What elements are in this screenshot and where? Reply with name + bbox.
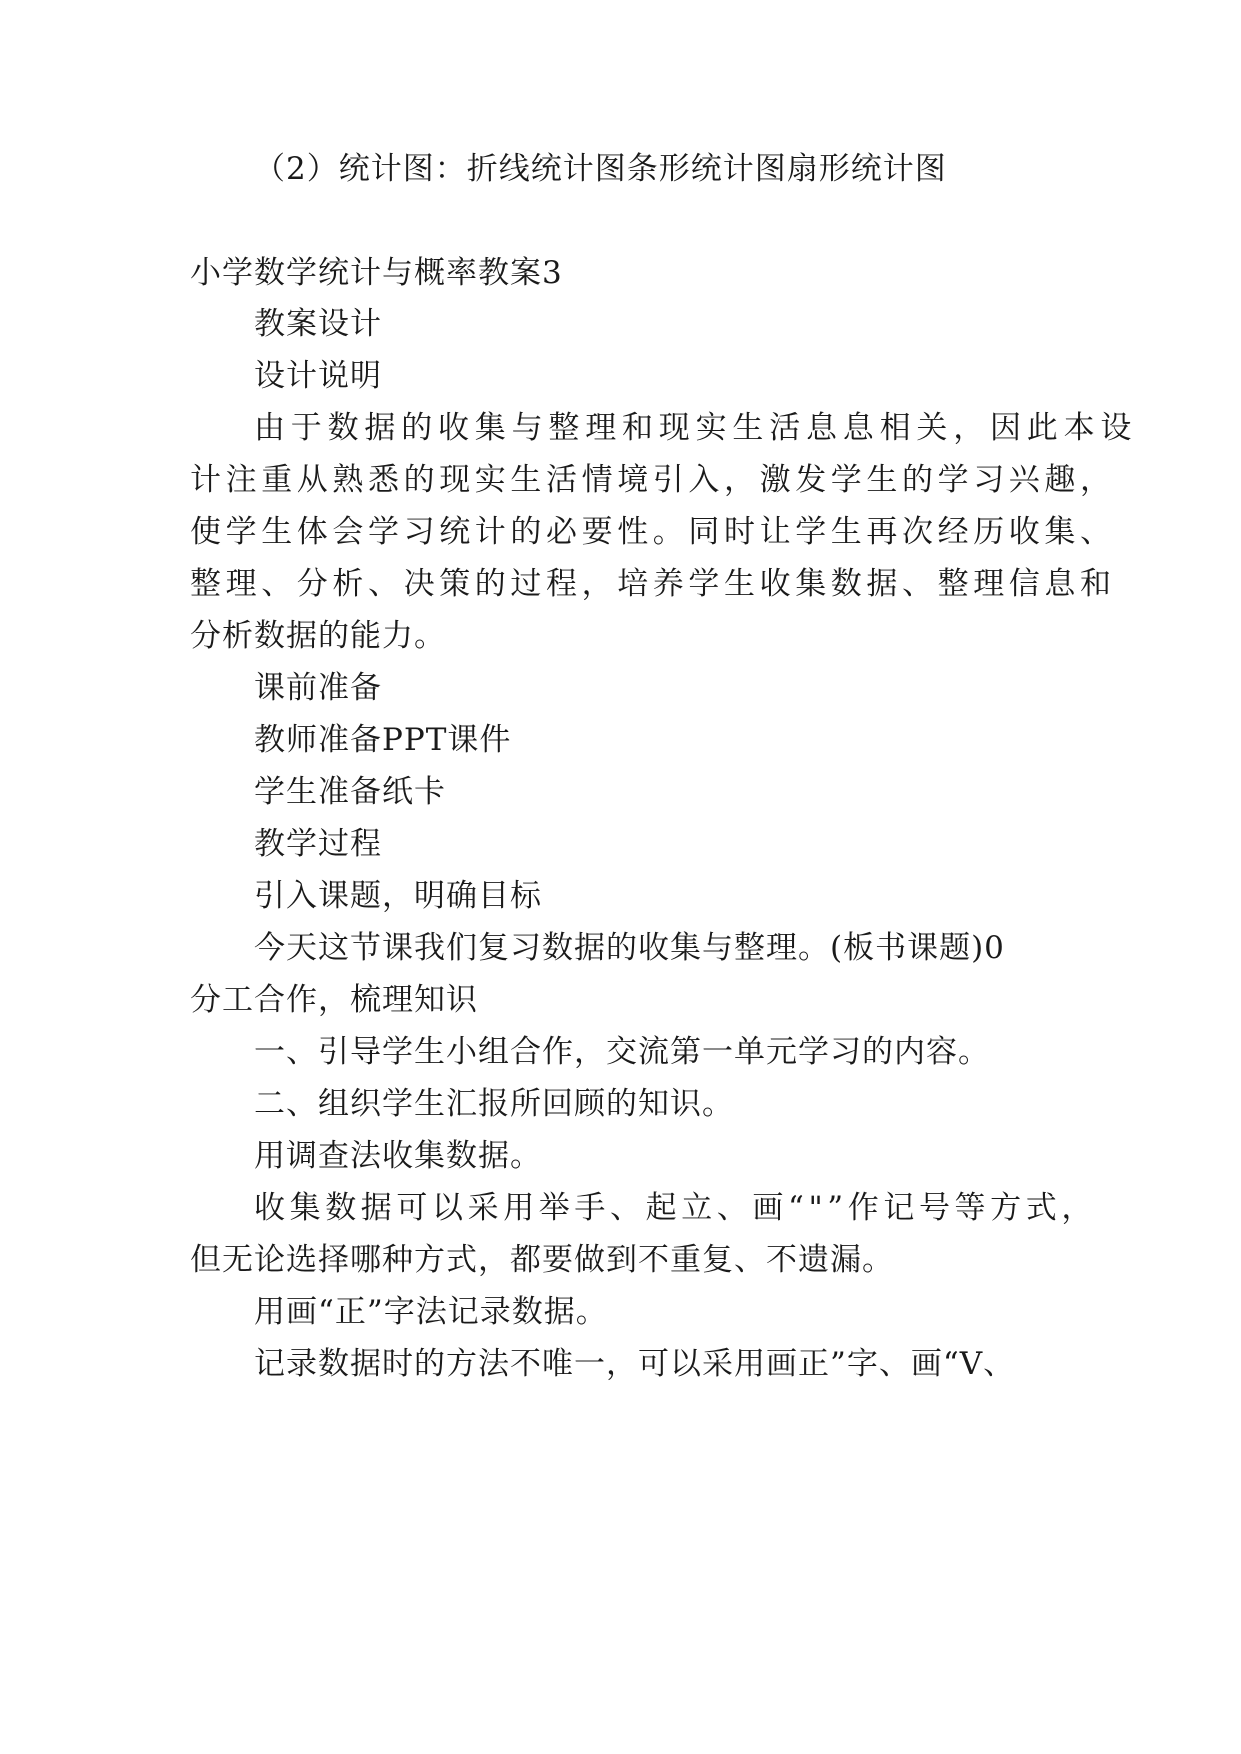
subheading-intro: 引入课题，明确目标 [254,878,542,914]
paragraph-line: 收集数据可以采用举手、起立、画“"”作记号等方式， [254,1190,1097,1226]
paragraph-line: 用调查法收集数据。 [254,1138,542,1174]
subheading-design-notes: 设计说明 [254,358,382,394]
paragraph-line: 今天这节课我们复习数据的收集与整理。(板书课题)0 [254,930,1005,966]
subheading-lesson-design: 教案设计 [254,306,382,342]
paragraph-line: 由于数据的收集与整理和现实生活息息相关，因此本设 [254,410,1138,446]
paragraph-line: 用画“正”字法记录数据。 [254,1294,608,1330]
section-title: 小学数学统计与概率教案3 [190,255,563,291]
paragraph-line: 但无论选择哪种方式，都要做到不重复、不遗漏。 [190,1242,894,1278]
list-item: 一、引导学生小组合作，交流第一单元学习的内容。 [254,1034,990,1070]
list-item: 学生准备纸卡 [254,774,446,810]
list-item: 二、组织学生汇报所回顾的知识。 [254,1086,734,1122]
paragraph-line: 整理、分析、决策的过程，培养学生收集数据、整理信息和 [190,566,1116,602]
subheading-process: 教学过程 [254,826,382,862]
paragraph-line: 分析数据的能力。 [190,618,446,654]
list-item: 教师准备PPT课件 [254,722,512,758]
heading-line: （2）统计图：折线统计图条形统计图扇形统计图 [254,151,947,187]
subheading-preparation: 课前准备 [254,670,382,706]
paragraph-line: 计注重从熟悉的现实生活情境引入，激发学生的学习兴趣， [190,462,1116,498]
subheading-teamwork: 分工合作，梳理知识 [190,982,478,1018]
paragraph-line: 记录数据时的方法不唯一，可以采用画正”字、画“V、 [254,1346,1016,1382]
paragraph-line: 使学生体会学习统计的必要性。同时让学生再次经历收集、 [190,514,1116,550]
